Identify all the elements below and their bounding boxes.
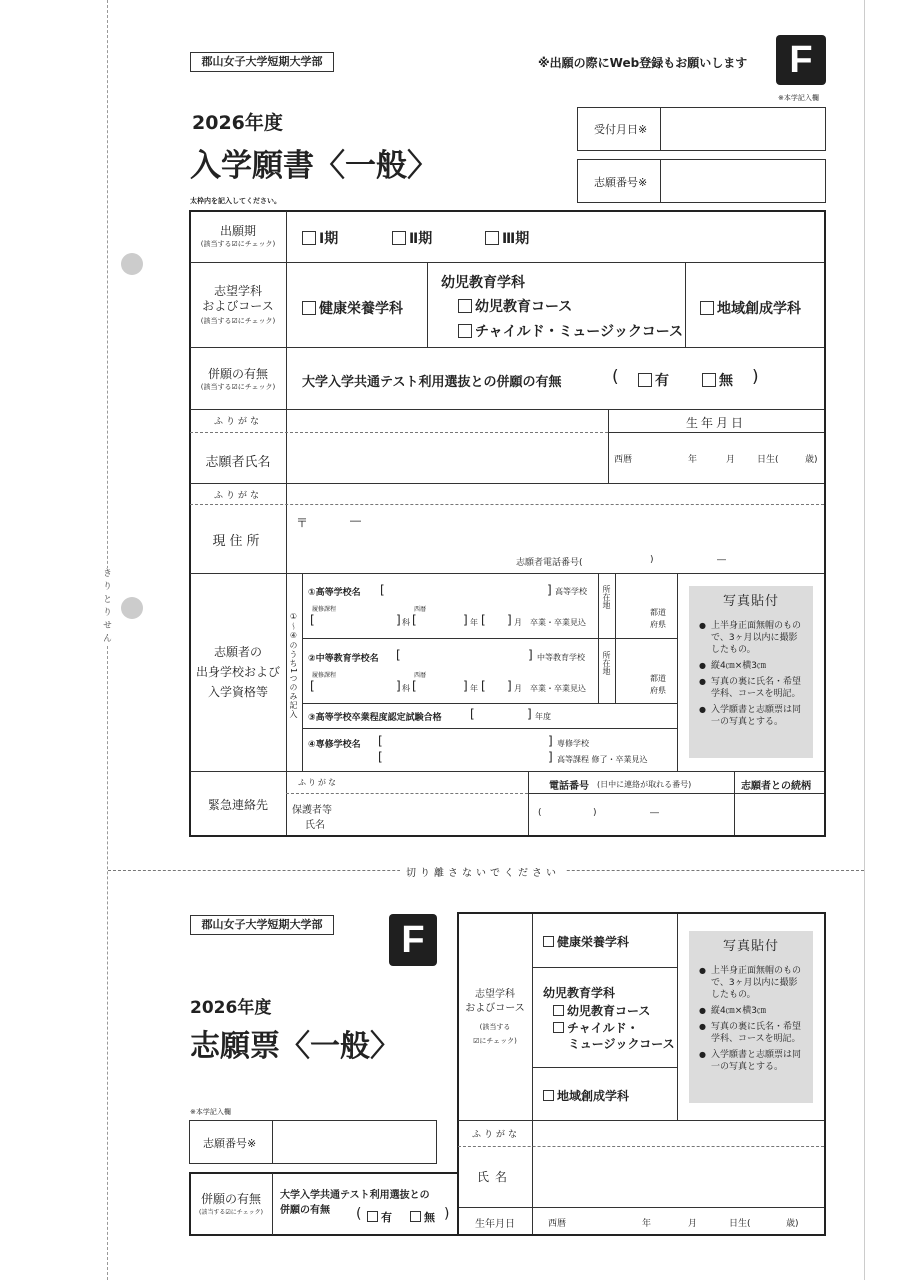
cert-year-input[interactable]	[478, 707, 526, 721]
period-option-1[interactable]: Ⅰ期	[302, 228, 338, 248]
dept-label: 志望学科	[213, 284, 262, 298]
form-letter-badge: F	[776, 35, 826, 85]
dept-regional-checkbox[interactable]: 地域創成学科	[700, 298, 801, 318]
joint-label: 併願の有無	[207, 367, 268, 381]
name-label: 志願者氏名	[205, 455, 271, 470]
office-use-note: ※本学記入欄	[778, 94, 819, 102]
course-early-checkbox[interactable]: 幼児教育コース	[458, 296, 572, 316]
punch-hole-top	[121, 253, 143, 275]
ticket-joint-label: 併願の有無	[200, 1192, 261, 1206]
joint-no-checkbox[interactable]: 無	[702, 370, 733, 390]
ticket-course-early-checkbox[interactable]: 幼児教育コース	[553, 1002, 650, 1019]
period-option-3[interactable]: Ⅲ期	[485, 228, 529, 248]
period-label: 出願期	[219, 224, 256, 238]
ticket-joint-yes-checkbox[interactable]: 有	[367, 1209, 392, 1225]
voc-name-input[interactable]	[386, 734, 546, 748]
ticket-name-input[interactable]	[534, 1148, 822, 1206]
school-name-box: 郡山女子大学短期大学部	[190, 52, 334, 72]
address-label: 現住所	[212, 534, 264, 549]
name-input[interactable]	[288, 434, 606, 482]
ticket-course-child-checkbox[interactable]: チャイルド・	[553, 1019, 639, 1036]
cut-note: 切り離さないでください	[400, 864, 566, 879]
ticket-nutrition-checkbox[interactable]: 健康栄養学科	[543, 933, 629, 950]
ticket-title: 志願票〈一般〉	[190, 1029, 400, 1064]
dept-early-label: 幼児教育学科	[441, 275, 525, 291]
address-input[interactable]	[288, 530, 822, 550]
year: 2026年度	[192, 112, 283, 134]
web-note: ※出願の際にWeb登録もお願いします	[538, 56, 748, 70]
emergency-label: 緊急連絡先	[207, 798, 268, 812]
ticket-photo-box: 写真貼付 ● 上半身正面無帽のもので、3ヶ月以内に撮影したもの。 ● 縦4㎝×横3㎝ ● 写真の裏に氏名・希望学科、コースを明記。 ● 入学願書と志願票は同一の写真とする。	[689, 931, 813, 1103]
ticket-form-letter-badge: F	[389, 914, 437, 966]
page-title: 入学願書〈一般〉	[190, 148, 438, 184]
side-cut-note: きりとりせん	[101, 568, 111, 646]
mid-name-input[interactable]	[404, 648, 526, 662]
course-child-music-checkbox[interactable]: チャイルド・ミュージックコース	[458, 321, 683, 341]
app-number-label: 志願番号※	[594, 176, 648, 189]
ticket-joint-no-checkbox[interactable]: 無	[410, 1209, 435, 1225]
ticket-regional-checkbox[interactable]: 地域創成学科	[543, 1087, 629, 1104]
school-history-label: 志願者の	[213, 645, 262, 659]
period-sub: (該当する☑にチェック)	[200, 240, 276, 248]
birth-label: 生年月日	[685, 416, 746, 430]
vertical-instruction: ①〜④のうち1つのみ記入	[289, 612, 298, 720]
ticket-name-label: 氏名	[476, 1170, 513, 1184]
joint-text: 大学入学共通テスト利用選抜との併願の有無	[302, 375, 562, 390]
ticket-school-name-box: 郡山女子大学短期大学部	[190, 915, 334, 935]
punch-hole-bottom	[121, 597, 143, 619]
hs-name-input[interactable]	[388, 583, 544, 597]
photo-box: 写真貼付 ● 上半身正面無帽のもので、3ヶ月以内に撮影したもの。 ● 縦4㎝×横3㎝ ● 写真の裏に氏名・希望学科、コースを明記。 ● 入学願書と志願票は同一の写真とする。	[689, 586, 813, 758]
dept-nutrition-checkbox[interactable]: 健康栄養学科	[302, 298, 403, 318]
ticket-dept-label: 志望学科	[475, 989, 515, 1000]
joint-yes-checkbox[interactable]: 有	[638, 370, 669, 390]
fill-note: 太枠内を記入してください。	[190, 197, 281, 205]
right-edge-line	[864, 0, 865, 1280]
period-option-2[interactable]: Ⅱ期	[392, 228, 432, 248]
receipt-date-label: 受付月日※	[594, 123, 648, 136]
